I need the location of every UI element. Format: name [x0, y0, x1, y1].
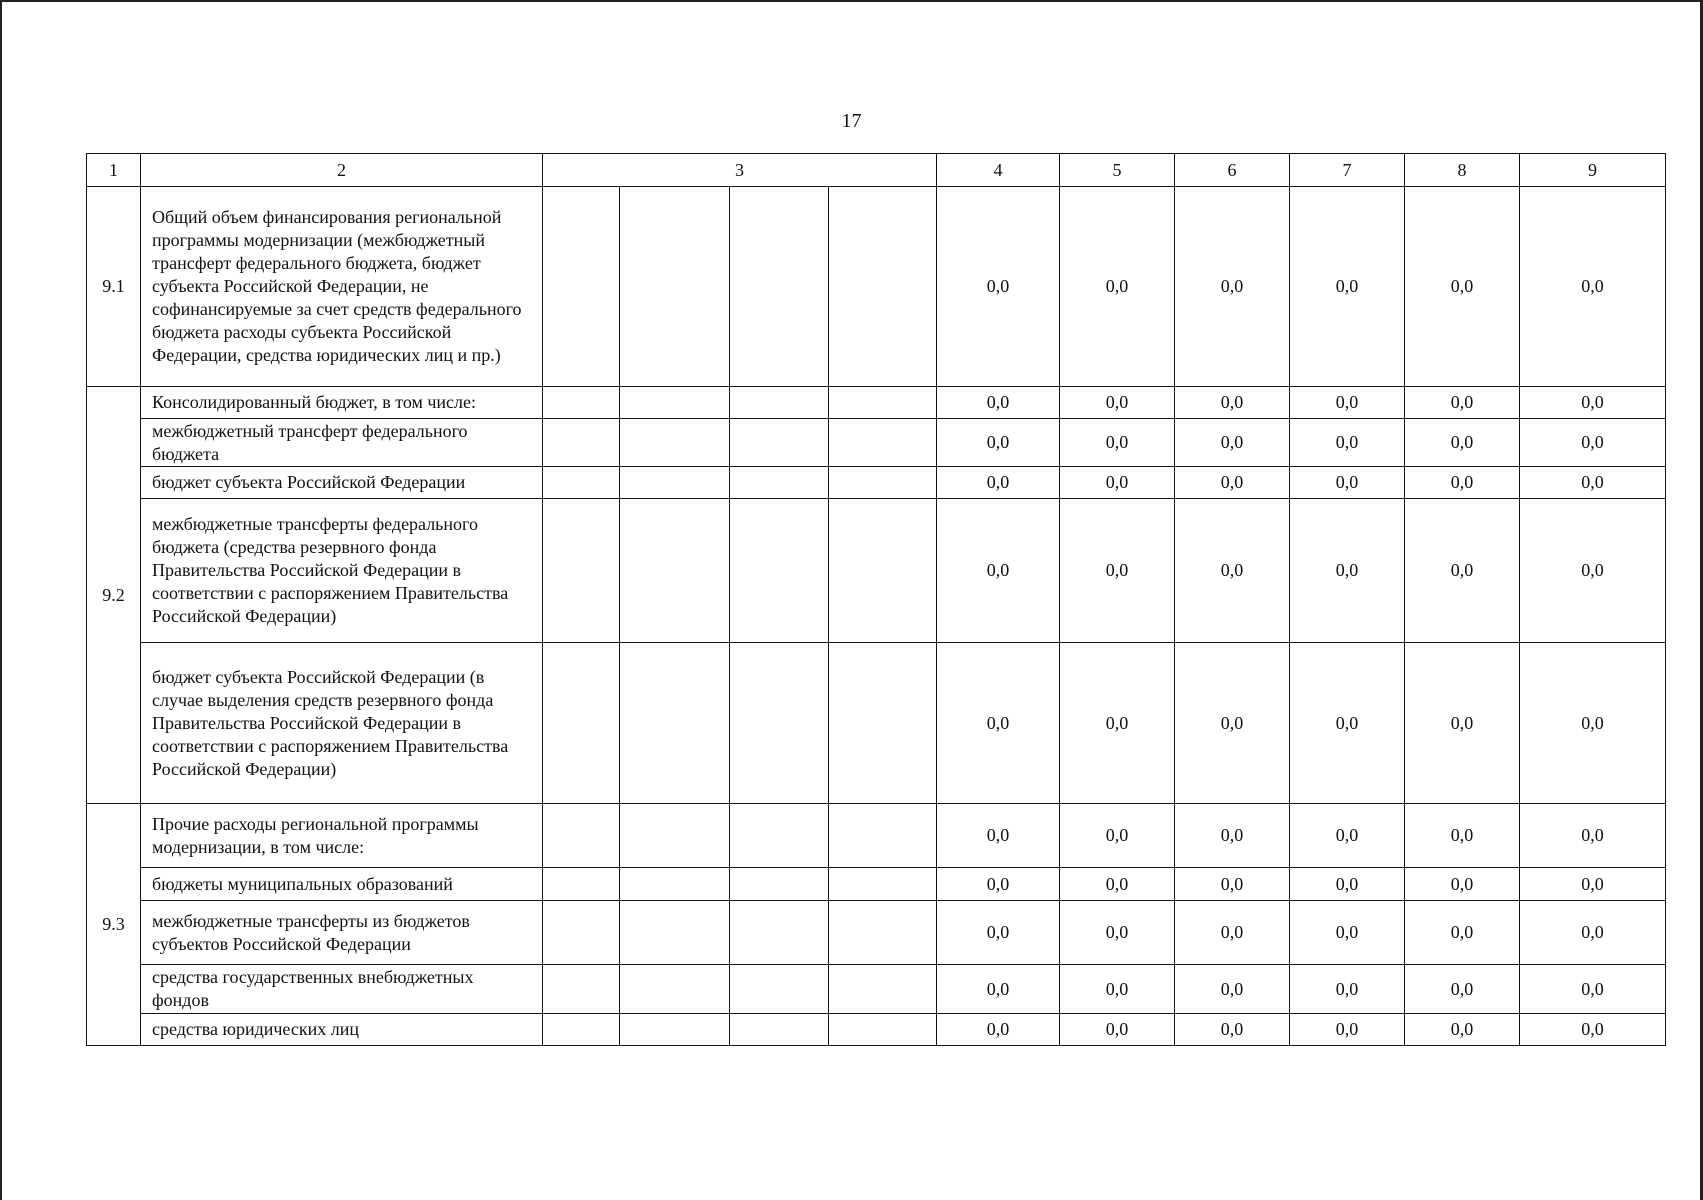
- empty-cell: [620, 901, 730, 965]
- value-cell: 0,0: [1520, 1014, 1666, 1046]
- empty-cell: [730, 868, 829, 901]
- empty-cell: [620, 467, 730, 499]
- header-cell: 1: [87, 154, 141, 187]
- empty-cell: [730, 804, 829, 868]
- value-cell: 0,0: [1060, 804, 1175, 868]
- scan-edge-top: [0, 0, 1703, 2]
- value-cell: 0,0: [937, 419, 1060, 467]
- empty-cell: [543, 387, 620, 419]
- empty-cell: [620, 187, 730, 387]
- value-cell: 0,0: [937, 965, 1060, 1014]
- value-cell: 0,0: [1175, 965, 1290, 1014]
- empty-cell: [620, 643, 730, 804]
- value-cell: 0,0: [937, 643, 1060, 804]
- table-row: [87, 1014, 1666, 1046]
- value-cell: 0,0: [937, 499, 1060, 643]
- value-cell: 0,0: [1290, 965, 1405, 1014]
- header-cell: 8: [1405, 154, 1520, 187]
- value-cell: 0,0: [1520, 187, 1666, 387]
- value-cell: 0,0: [1290, 1014, 1405, 1046]
- empty-cell: [620, 1014, 730, 1046]
- value-cell: 0,0: [1175, 804, 1290, 868]
- row-label: межбюджетные трансферты из бюджетов субъектов Российской Федерации: [141, 901, 543, 965]
- value-cell: 0,0: [937, 187, 1060, 387]
- value-cell: 0,0: [1405, 868, 1520, 901]
- value-cell: 0,0: [937, 387, 1060, 419]
- header-cell: 9: [1520, 154, 1666, 187]
- page-number: 17: [841, 110, 862, 132]
- row-label: средства государственных внебюджетных фондов: [141, 965, 543, 1014]
- row-label: средства юридических лиц: [141, 1014, 543, 1046]
- value-cell: 0,0: [1520, 965, 1666, 1014]
- value-cell: 0,0: [937, 467, 1060, 499]
- value-cell: 0,0: [1175, 868, 1290, 901]
- empty-cell: [620, 499, 730, 643]
- table-row: [87, 499, 1666, 643]
- empty-cell: [620, 965, 730, 1014]
- value-cell: 0,0: [1520, 467, 1666, 499]
- row-label: межбюджетные трансферты федерального бюджета (средства резервного фонда Правительства Российской Федерации в соответствии с распоряжением Правительства Российской Федерации): [141, 499, 543, 643]
- empty-cell: [829, 901, 937, 965]
- section-number: 9.1: [87, 187, 141, 387]
- value-cell: 0,0: [937, 901, 1060, 965]
- empty-cell: [543, 804, 620, 868]
- value-cell: 0,0: [1060, 643, 1175, 804]
- empty-cell: [829, 1014, 937, 1046]
- empty-cell: [829, 643, 937, 804]
- value-cell: 0,0: [1175, 387, 1290, 419]
- empty-cell: [730, 643, 829, 804]
- value-cell: 0,0: [1405, 804, 1520, 868]
- empty-cell: [730, 901, 829, 965]
- empty-cell: [829, 387, 937, 419]
- value-cell: 0,0: [1290, 868, 1405, 901]
- table-row: [87, 187, 1666, 387]
- empty-cell: [543, 965, 620, 1014]
- table-row: [87, 868, 1666, 901]
- empty-cell: [829, 419, 937, 467]
- header-cell: 7: [1290, 154, 1405, 187]
- value-cell: 0,0: [1405, 643, 1520, 804]
- value-cell: 0,0: [1175, 499, 1290, 643]
- value-cell: 0,0: [1175, 1014, 1290, 1046]
- value-cell: 0,0: [1520, 499, 1666, 643]
- value-cell: 0,0: [1290, 387, 1405, 419]
- row-label: бюджет субъекта Российской Федерации (в случае выделения средств резервного фонда Правительства Российской Федерации в соответствии с распоряжением Правительства Российской Федерации): [141, 643, 543, 804]
- empty-cell: [730, 187, 829, 387]
- empty-cell: [620, 868, 730, 901]
- value-cell: 0,0: [1175, 467, 1290, 499]
- empty-cell: [829, 804, 937, 868]
- value-cell: 0,0: [1060, 387, 1175, 419]
- empty-cell: [829, 499, 937, 643]
- empty-cell: [543, 643, 620, 804]
- value-cell: 0,0: [1520, 804, 1666, 868]
- value-cell: 0,0: [1405, 965, 1520, 1014]
- value-cell: 0,0: [1060, 187, 1175, 387]
- row-label: межбюджетный трансферт федерального бюджета: [141, 419, 543, 467]
- value-cell: 0,0: [1405, 901, 1520, 965]
- value-cell: 0,0: [1290, 187, 1405, 387]
- empty-cell: [730, 1014, 829, 1046]
- table-row: [87, 419, 1666, 467]
- header-cell: 3: [543, 154, 937, 187]
- value-cell: 0,0: [1290, 467, 1405, 499]
- header-cell: 4: [937, 154, 1060, 187]
- value-cell: 0,0: [1405, 1014, 1520, 1046]
- empty-cell: [543, 467, 620, 499]
- table-row: [87, 643, 1666, 804]
- section-number: 9.2: [87, 387, 141, 804]
- table-row: [87, 804, 1666, 868]
- value-cell: 0,0: [1520, 387, 1666, 419]
- value-cell: 0,0: [1175, 901, 1290, 965]
- value-cell: 0,0: [1290, 419, 1405, 467]
- value-cell: 0,0: [1060, 419, 1175, 467]
- value-cell: 0,0: [1405, 387, 1520, 419]
- value-cell: 0,0: [1405, 499, 1520, 643]
- empty-cell: [730, 965, 829, 1014]
- empty-cell: [543, 901, 620, 965]
- empty-cell: [620, 419, 730, 467]
- empty-cell: [730, 467, 829, 499]
- row-label: бюджеты муниципальных образований: [141, 868, 543, 901]
- table-row: [87, 965, 1666, 1014]
- empty-cell: [829, 187, 937, 387]
- empty-cell: [620, 387, 730, 419]
- table-row: [87, 467, 1666, 499]
- empty-cell: [543, 868, 620, 901]
- empty-cell: [730, 499, 829, 643]
- value-cell: 0,0: [1060, 868, 1175, 901]
- value-cell: 0,0: [1405, 187, 1520, 387]
- empty-cell: [543, 419, 620, 467]
- scan-edge-left: [0, 0, 2, 1200]
- empty-cell: [620, 804, 730, 868]
- row-label: Общий объем финансирования региональной программы модернизации (межбюджетный трансферт федерального бюджета, бюджет субъекта Российской Федерации, не софинансируемые за счет средств федерального бюджета расходы субъекта Российской Федерации, средства юридических лиц и пр.): [141, 187, 543, 387]
- financing-table: [86, 153, 1666, 1046]
- value-cell: 0,0: [937, 804, 1060, 868]
- value-cell: 0,0: [1520, 868, 1666, 901]
- row-label: Консолидированный бюджет, в том числе:: [141, 387, 543, 419]
- empty-cell: [829, 467, 937, 499]
- row-label: бюджет субъекта Российской Федерации: [141, 467, 543, 499]
- value-cell: 0,0: [1060, 901, 1175, 965]
- value-cell: 0,0: [1060, 499, 1175, 643]
- table-row: [87, 901, 1666, 965]
- value-cell: 0,0: [937, 868, 1060, 901]
- value-cell: 0,0: [1290, 499, 1405, 643]
- empty-cell: [730, 387, 829, 419]
- header-cell: 2: [141, 154, 543, 187]
- value-cell: 0,0: [1060, 965, 1175, 1014]
- value-cell: 0,0: [1405, 467, 1520, 499]
- empty-cell: [730, 419, 829, 467]
- value-cell: 0,0: [1175, 643, 1290, 804]
- value-cell: 0,0: [1520, 419, 1666, 467]
- value-cell: 0,0: [1060, 1014, 1175, 1046]
- value-cell: 0,0: [1290, 643, 1405, 804]
- header-cell: 5: [1060, 154, 1175, 187]
- empty-cell: [829, 868, 937, 901]
- value-cell: 0,0: [1520, 643, 1666, 804]
- value-cell: 0,0: [1520, 901, 1666, 965]
- value-cell: 0,0: [937, 1014, 1060, 1046]
- table-row: [87, 387, 1666, 419]
- empty-cell: [543, 187, 620, 387]
- value-cell: 0,0: [1405, 419, 1520, 467]
- section-number: 9.3: [87, 804, 141, 1046]
- value-cell: 0,0: [1290, 804, 1405, 868]
- header-row: [87, 154, 1666, 187]
- empty-cell: [829, 965, 937, 1014]
- value-cell: 0,0: [1175, 419, 1290, 467]
- value-cell: 0,0: [1060, 467, 1175, 499]
- header-cell: 6: [1175, 154, 1290, 187]
- value-cell: 0,0: [1175, 187, 1290, 387]
- empty-cell: [543, 499, 620, 643]
- empty-cell: [543, 1014, 620, 1046]
- row-label: Прочие расходы региональной программы модернизации, в том числе:: [141, 804, 543, 868]
- value-cell: 0,0: [1290, 901, 1405, 965]
